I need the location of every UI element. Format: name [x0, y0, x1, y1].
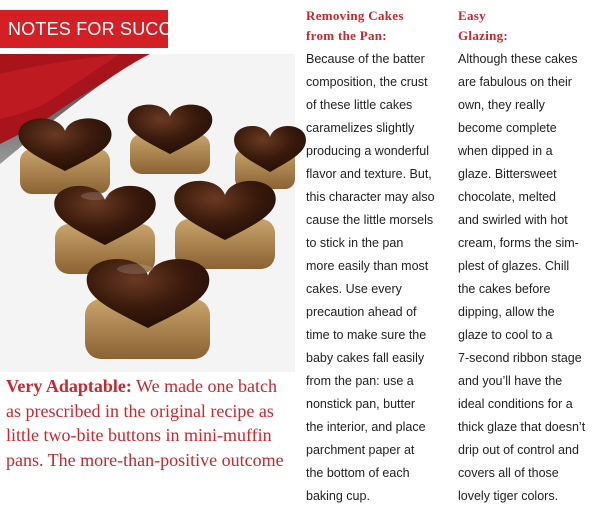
removing-cakes-heading: [306, 6, 442, 46]
removing-line: to stick in the pan: [306, 236, 404, 250]
glazing-line: when dipped in a: [458, 144, 553, 158]
removing-heading-line2: from the Pan:: [306, 28, 387, 43]
glazing-line: drip out of control and: [458, 443, 579, 457]
glazing-line: become complete: [458, 121, 557, 135]
very-adaptable-paragraph: [6, 374, 292, 472]
glazing-line: the cakes before: [458, 282, 551, 296]
removing-cakes-column: [306, 6, 442, 508]
removing-line: the interior, and place: [306, 420, 426, 434]
removing-cakes-body: [306, 48, 442, 508]
glazing-line: glaze to cool to a: [458, 328, 553, 342]
removing-line: cakes. Use every: [306, 282, 402, 296]
glazing-line: own, they really: [458, 98, 545, 112]
glazing-heading-line2: Glazing:: [458, 28, 509, 43]
glazing-line: glaze. Bittersweet: [458, 167, 557, 181]
very-adaptable-text: We made one batch as prescribed in the original recipe as little two-bite buttons in mini-muffin pans. The more-than-positive outcome: [6, 376, 284, 470]
glazing-line: chocolate, melted: [458, 190, 556, 204]
removing-line: parchment paper at: [306, 443, 415, 457]
glazing-line: thick glaze that doesn’t: [458, 420, 586, 434]
removing-line: the bottom of each: [306, 466, 410, 480]
very-adaptable-lead: Very Adaptable:: [6, 376, 132, 396]
removing-line: cause the little morsels: [306, 213, 434, 227]
glazing-line: covers all of those: [458, 466, 559, 480]
glazing-line: plest of glazes. Chill: [458, 259, 570, 273]
removing-line: baby cakes fall easily: [306, 351, 425, 365]
section-banner: [0, 10, 214, 48]
glazing-line: dipping, allow the: [458, 305, 555, 319]
glazing-line: cream, forms the sim-: [458, 236, 579, 250]
glazing-line: lovely tiger colors.: [458, 489, 559, 503]
removing-line: baking cup.: [306, 489, 370, 503]
removing-line: composition, the crust: [306, 75, 428, 89]
removing-heading-line1: Removing Cakes: [306, 8, 404, 23]
removing-line: precaution ahead of: [306, 305, 417, 319]
removing-line: caramelizes slightly: [306, 121, 415, 135]
easy-glazing-heading: [458, 6, 596, 46]
removing-line: producing a wonderful: [306, 144, 429, 158]
banner-title: NOTES FOR SUCCESS:: [8, 19, 214, 39]
glazing-line: Although these cakes: [458, 52, 578, 66]
glazing-line: and you’ll have the: [458, 374, 563, 388]
glazing-line: 7-second ribbon stage: [458, 351, 582, 365]
removing-line: this character may also: [306, 190, 435, 204]
glazing-line: ideal conditions for a: [458, 397, 573, 411]
removing-line: Because of the batter: [306, 52, 425, 66]
easy-glazing-column: [458, 6, 596, 508]
removing-line: of these little cakes: [306, 98, 413, 112]
glazing-heading-line1: Easy: [458, 8, 486, 23]
removing-line: flavor and texture. But,: [306, 167, 432, 181]
glazing-line: are fabulous on their: [458, 75, 572, 89]
easy-glazing-body: [458, 48, 596, 508]
heart-cakes-photo: [0, 54, 295, 372]
glazing-line: and swirled with hot: [458, 213, 568, 227]
removing-line: more easily than most: [306, 259, 429, 273]
removing-line: from the pan: use a: [306, 374, 414, 388]
removing-line: nonstick pan, butter: [306, 397, 416, 411]
removing-line: time to make sure the: [306, 328, 427, 342]
